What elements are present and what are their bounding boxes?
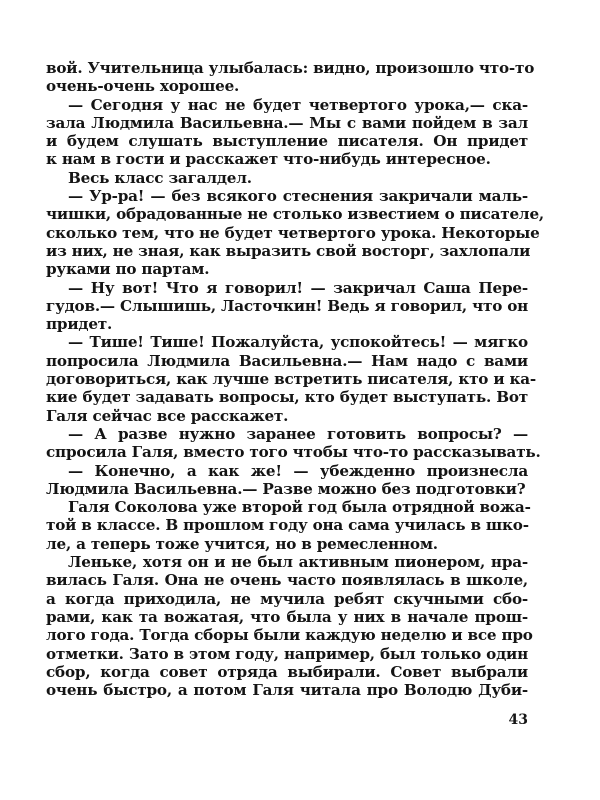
text-line: ле, а теперь тоже учится, но в ремесленном. [46,534,438,553]
text-line: рами, как та вожатая, что была у них в начале прош- [46,607,528,626]
text-line: — Ур-ра! — без всякого стеснения закричали маль- [68,187,528,206]
text-line: зала Людмила Васильевна.— Мы с вами пойдем в зал [46,113,528,132]
text-line: договориться, как лучше встретить писателя, кто и ка- [46,370,536,389]
text-line: кие будет задавать вопросы, кто будет выступать. Вот [46,388,528,407]
text-line: — Ну вот! Что я говорил! — закричал Саша Пере- [68,278,528,297]
text-line: руками по партам. [46,260,210,279]
text-line: Леньке, хотя он и не был активным пионером, нра- [68,553,528,572]
text-line: а когда приходила, не мучила ребят скучными сбо- [46,589,528,608]
text-line: из них, не зная, как выразить свой восторг, захлопали [46,241,531,260]
text-line: чишки, обрадованные не столько известием о писателе, [46,205,544,224]
text-line: к нам в гости и расскажет что-нибудь интересное. [46,150,491,169]
text-line: и будем слушать выступление писателя. Он придет [46,132,528,151]
text-line: Людмила Васильевна.— Разве можно без подготовки? [46,479,526,498]
text-line: лого года. Тогда сборы были каждую неделю и все про [46,626,533,645]
text-line: гудов.— Слышишь, Ласточкин! Ведь я говорил, что он [46,296,529,315]
page-number: 43 [508,712,528,728]
text-line: сбор, когда совет отряда выбирали. Совет выбрали [46,662,528,681]
text-line: Галя Соколова уже второй год была отрядной вожа- [68,498,531,517]
text-line: сколько тем, что не будет четвертого урока. Некоторые [46,223,540,242]
body-text [46,59,544,700]
text-line: очень-очень хорошее. [46,77,240,96]
text-line: попросила Людмила Васильевна.— Нам надо с вами [46,351,528,370]
text-line: спросила Галя, вместо того чтобы что-то рассказывать. [46,443,541,462]
text-line: той в классе. В прошлом году она сама училась в шко- [46,516,529,535]
text-line: Весь класс загалдел. [68,168,252,187]
text-line: вилась Галя. Она не очень часто появлялась в школе, [46,571,528,590]
text-line: вой. Учительница улыбалась: видно, произошло что-то [46,59,535,77]
text-line: очень быстро, а потом Галя читала про Володю Дуби- [46,681,528,700]
text-line: придет. [46,315,113,334]
text-line: — Конечно, а как же! — убежденно произнесла [68,461,528,480]
text-line: Галя сейчас все расскажет. [46,406,289,425]
text-line: — А разве нужно заранее готовить вопросы? — [68,424,528,443]
text-line: отметки. Зато в этом году, например, был только один [46,644,528,663]
text-line: — Тише! Тише! Пожалуйста, успокойтесь! — мягко [68,333,528,352]
text-line: — Сегодня у нас не будет четвертого урока,— ска- [68,95,528,114]
